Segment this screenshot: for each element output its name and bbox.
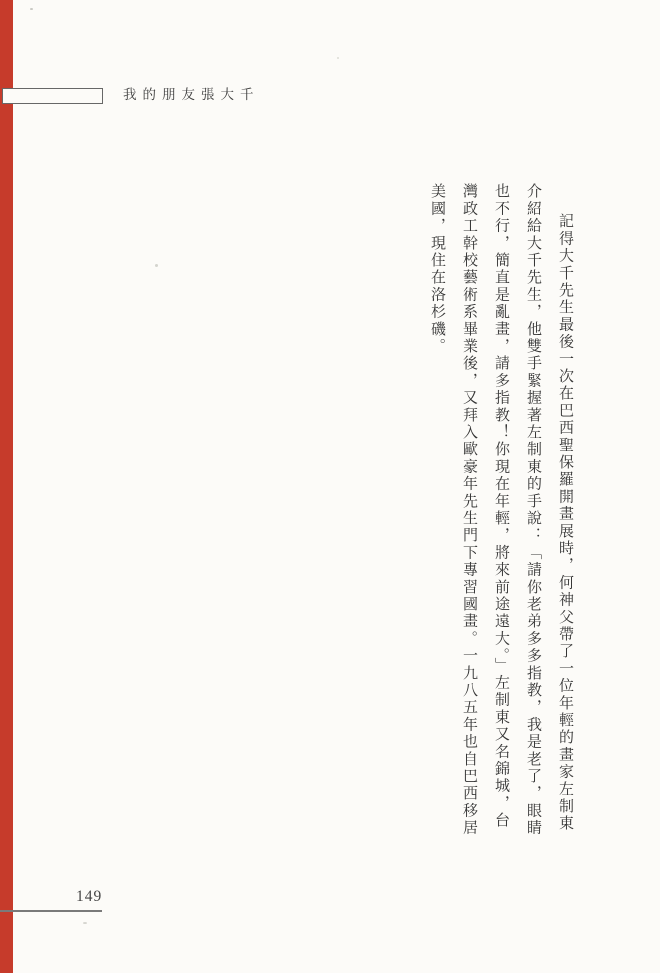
body-text-column-5: 美國，現住在洛杉磯。 [429,183,445,355]
scan-speck [337,57,339,59]
body-text-column-2: 介紹給大千先生，他雙手緊握著左制東的手說：「請你老弟多多指教，我是老了，眼睛 [525,183,541,837]
body-text-column-4: 灣政工幹校藝術系畢業後，又拜入歐豪年先生門下專習國畫。一九八五年也自巴西移居 [461,183,477,837]
header-box [2,88,103,104]
body-text-column-3: 也不行，簡直是亂畫，請多指教！你現在年輕，將來前途遠大。」左制東又名錦城，台 [493,183,509,830]
running-header-title: 我的朋友張大千 [123,87,260,102]
scan-speck [30,8,33,10]
spine-accent-bar [0,0,13,973]
body-text-block [421,183,581,855]
scan-speck [83,922,87,924]
body-text-column-1: 記得大千先生最後一次在巴西聖保羅開畫展時，何神父帶了一位年輕的畫家左制東 [557,213,573,833]
scan-speck [155,264,158,267]
page-number: 149 [76,888,103,905]
footer-rule [0,910,102,912]
